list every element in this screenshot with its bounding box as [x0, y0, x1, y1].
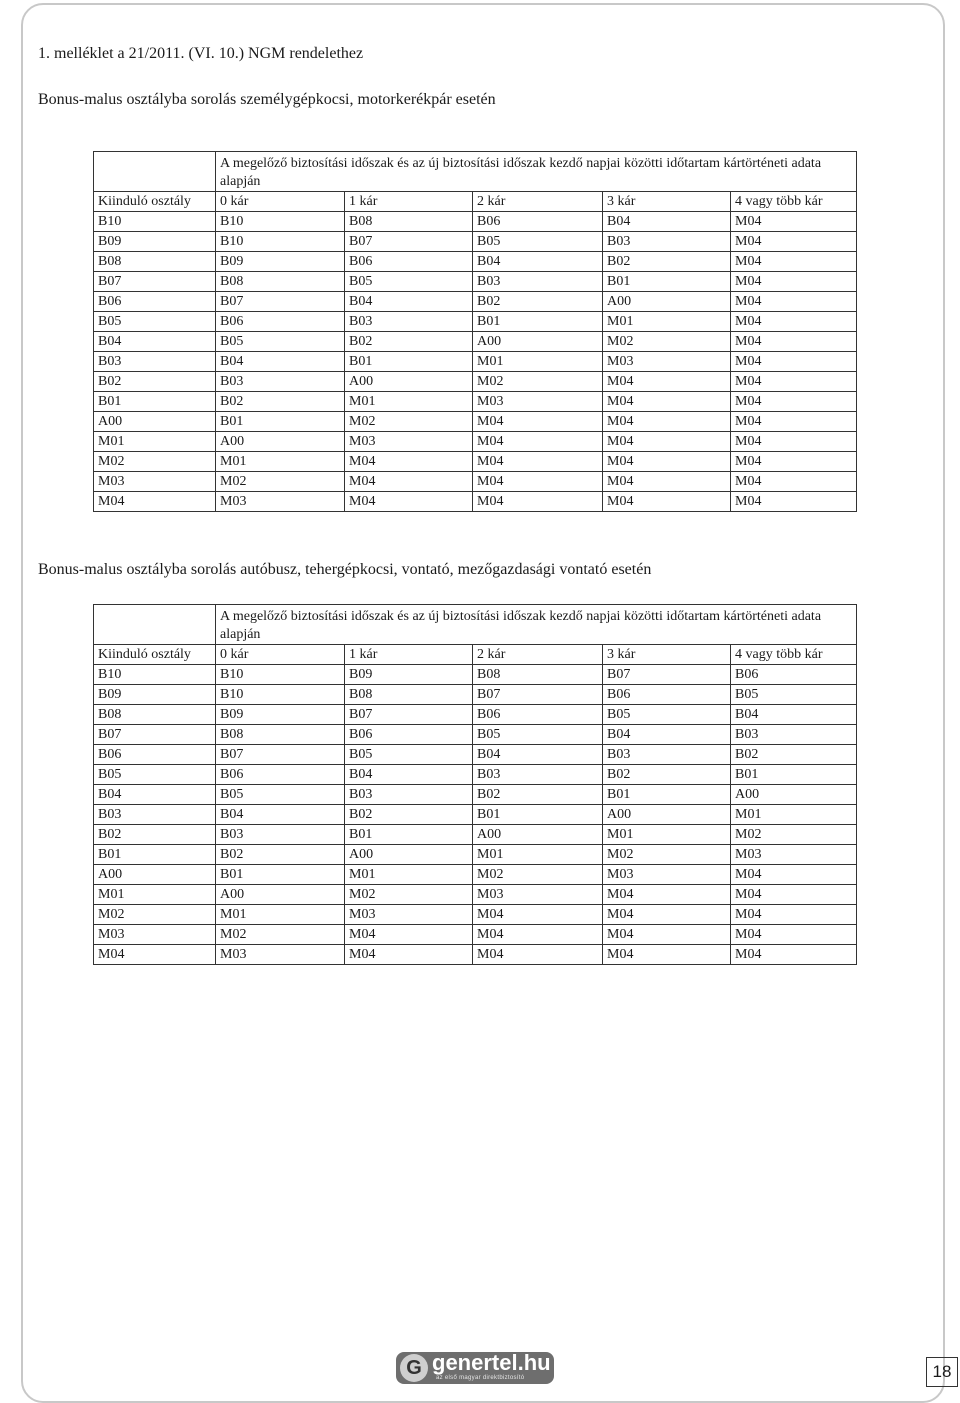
result-class-cell: B03 [216, 825, 345, 845]
result-class-cell: M04 [345, 452, 473, 472]
result-class-cell: M04 [731, 412, 857, 432]
start-class-cell: B07 [94, 725, 216, 745]
table-row [94, 705, 857, 725]
table-row [94, 432, 857, 452]
result-class-cell: M03 [603, 352, 731, 372]
start-class-cell: M03 [94, 925, 216, 945]
table-row [94, 372, 857, 392]
result-class-cell: B01 [216, 412, 345, 432]
table-row [94, 472, 857, 492]
result-class-cell: M04 [603, 452, 731, 472]
table-row [94, 312, 857, 332]
group-header-row [94, 605, 857, 645]
result-class-cell: M02 [216, 472, 345, 492]
result-class-cell: B05 [473, 725, 603, 745]
result-class-cell: M03 [216, 945, 345, 965]
result-class-cell: M04 [473, 492, 603, 512]
result-class-cell: M04 [603, 432, 731, 452]
table-row [94, 392, 857, 412]
result-class-cell: M04 [731, 905, 857, 925]
section-2-title: Bonus-malus osztályba sorolás autóbusz, tehergépkocsi, vontató, mezőgazdasági vontató esetén [38, 561, 652, 578]
result-class-cell: M02 [216, 925, 345, 945]
result-class-cell: B02 [473, 292, 603, 312]
result-class-cell: M04 [603, 925, 731, 945]
column-header: Kiinduló osztály [94, 192, 216, 212]
result-class-cell: M04 [603, 472, 731, 492]
column-header: 4 vagy több kár [731, 645, 857, 665]
start-class-cell: B09 [94, 232, 216, 252]
table-row [94, 865, 857, 885]
start-class-cell: M02 [94, 905, 216, 925]
column-header: 3 kár [603, 192, 731, 212]
result-class-cell: M04 [731, 885, 857, 905]
result-class-cell: B01 [473, 805, 603, 825]
result-class-cell: B07 [216, 745, 345, 765]
result-class-cell: M04 [473, 452, 603, 472]
column-header-row [94, 645, 857, 665]
result-class-cell: M01 [473, 352, 603, 372]
result-class-cell: M04 [731, 492, 857, 512]
table-row [94, 725, 857, 745]
start-class-cell: B01 [94, 392, 216, 412]
result-class-cell: M03 [473, 885, 603, 905]
result-class-cell: M02 [345, 885, 473, 905]
result-class-cell: B05 [216, 332, 345, 352]
result-class-cell: M01 [345, 392, 473, 412]
result-class-cell: B04 [216, 352, 345, 372]
start-class-cell: B07 [94, 272, 216, 292]
result-class-cell: B08 [345, 685, 473, 705]
result-class-cell: A00 [603, 805, 731, 825]
column-header: 1 kár [345, 645, 473, 665]
table-row [94, 212, 857, 232]
result-class-cell: B07 [603, 665, 731, 685]
result-class-cell: B03 [473, 765, 603, 785]
result-class-cell: B04 [603, 725, 731, 745]
table-row [94, 272, 857, 292]
result-class-cell: B03 [473, 272, 603, 292]
table-row [94, 232, 857, 252]
table-row [94, 825, 857, 845]
result-class-cell: B04 [603, 212, 731, 232]
result-class-cell: M04 [731, 292, 857, 312]
result-class-cell: M04 [731, 945, 857, 965]
start-class-cell: M01 [94, 432, 216, 452]
start-class-cell: B04 [94, 332, 216, 352]
logo-text: genertel.hu [432, 1350, 551, 1375]
result-class-cell: B04 [216, 805, 345, 825]
table-body [94, 605, 857, 965]
result-class-cell: M03 [345, 905, 473, 925]
result-class-cell: M02 [345, 412, 473, 432]
start-class-cell: M04 [94, 492, 216, 512]
result-class-cell: B01 [345, 352, 473, 372]
table-row [94, 785, 857, 805]
start-class-cell: B06 [94, 292, 216, 312]
section-1-title: Bonus-malus osztályba sorolás személygépkocsi, motorkerékpár esetén [38, 91, 496, 108]
result-class-cell: B01 [216, 865, 345, 885]
logo-emblem-icon: G [400, 1354, 428, 1382]
start-class-cell: A00 [94, 412, 216, 432]
result-class-cell: B09 [216, 252, 345, 272]
result-class-cell: B06 [216, 765, 345, 785]
result-class-cell: M02 [731, 825, 857, 845]
start-class-cell: B05 [94, 312, 216, 332]
result-class-cell: B03 [603, 232, 731, 252]
result-class-cell: M04 [473, 905, 603, 925]
start-class-cell: A00 [94, 865, 216, 885]
page-number: 18 [926, 1357, 958, 1387]
table-row [94, 885, 857, 905]
table-row [94, 845, 857, 865]
result-class-cell: B03 [731, 725, 857, 745]
result-class-cell: B09 [216, 705, 345, 725]
empty-header-cell [94, 152, 216, 192]
result-class-cell: M01 [603, 825, 731, 845]
result-class-cell: B03 [216, 372, 345, 392]
start-class-cell: M02 [94, 452, 216, 472]
result-class-cell: M01 [216, 452, 345, 472]
result-class-cell: M03 [603, 865, 731, 885]
column-header: 0 kár [216, 645, 345, 665]
start-class-cell: B02 [94, 372, 216, 392]
logo-tagline: az első magyar direktbiztosító [436, 1375, 525, 1381]
table-row [94, 492, 857, 512]
result-class-cell: M04 [731, 232, 857, 252]
start-class-cell: M03 [94, 472, 216, 492]
result-class-cell: A00 [731, 785, 857, 805]
result-class-cell: B05 [603, 705, 731, 725]
result-class-cell: M04 [603, 885, 731, 905]
result-class-cell: M03 [731, 845, 857, 865]
result-class-cell: B05 [473, 232, 603, 252]
result-class-cell: M04 [345, 492, 473, 512]
result-class-cell: B02 [345, 332, 473, 352]
result-class-cell: A00 [216, 432, 345, 452]
result-class-cell: B03 [345, 785, 473, 805]
result-class-cell: M01 [345, 865, 473, 885]
start-class-cell: M01 [94, 885, 216, 905]
start-class-cell: B03 [94, 805, 216, 825]
result-class-cell: B10 [216, 212, 345, 232]
result-class-cell: M04 [473, 432, 603, 452]
column-header-row [94, 192, 857, 212]
result-class-cell: B04 [731, 705, 857, 725]
start-class-cell: B01 [94, 845, 216, 865]
result-class-cell: B10 [216, 685, 345, 705]
column-header: 2 kár [473, 645, 603, 665]
result-class-cell: B03 [345, 312, 473, 332]
result-class-cell: B08 [216, 725, 345, 745]
table-row [94, 905, 857, 925]
result-class-cell: B06 [473, 705, 603, 725]
bonus-malus-table-passenger [93, 151, 857, 512]
result-class-cell: M04 [731, 392, 857, 412]
result-class-cell: B08 [216, 272, 345, 292]
table-row [94, 745, 857, 765]
column-header: 4 vagy több kár [731, 192, 857, 212]
result-class-cell: M04 [473, 412, 603, 432]
result-class-cell: M04 [731, 332, 857, 352]
result-class-cell: M04 [603, 392, 731, 412]
result-class-cell: M01 [603, 312, 731, 332]
result-class-cell: B02 [216, 845, 345, 865]
bonus-malus-table-commercial [93, 604, 857, 965]
table-row [94, 352, 857, 372]
result-class-cell: M04 [731, 352, 857, 372]
start-class-cell: B02 [94, 825, 216, 845]
result-class-cell: B08 [345, 212, 473, 232]
result-class-cell: B06 [603, 685, 731, 705]
result-class-cell: B01 [731, 765, 857, 785]
result-class-cell: M04 [345, 925, 473, 945]
result-class-cell: M02 [473, 865, 603, 885]
result-class-cell: M04 [603, 412, 731, 432]
result-class-cell: M04 [603, 372, 731, 392]
result-class-cell: M04 [345, 472, 473, 492]
result-class-cell: A00 [473, 825, 603, 845]
result-class-cell: A00 [345, 845, 473, 865]
result-class-cell: B04 [473, 252, 603, 272]
result-class-cell: M01 [216, 905, 345, 925]
result-class-cell: B02 [603, 765, 731, 785]
table-row [94, 925, 857, 945]
start-class-cell: B09 [94, 685, 216, 705]
start-class-cell: B10 [94, 212, 216, 232]
start-class-cell: B05 [94, 765, 216, 785]
result-class-cell: B06 [345, 252, 473, 272]
group-header-row [94, 152, 857, 192]
result-class-cell: M01 [731, 805, 857, 825]
start-class-cell: B08 [94, 252, 216, 272]
result-class-cell: B01 [473, 312, 603, 332]
result-class-cell: M02 [473, 372, 603, 392]
table-row [94, 452, 857, 472]
group-header: A megelőző biztosítási időszak és az új biztosítási időszak kezdő napjai közötti időtartam kártörténeti adata alapján [216, 152, 857, 192]
result-class-cell: M04 [603, 492, 731, 512]
start-class-cell: B04 [94, 785, 216, 805]
result-class-cell: M04 [731, 452, 857, 472]
result-class-cell: B04 [473, 745, 603, 765]
generali-logo [396, 1348, 556, 1388]
result-class-cell: B06 [731, 665, 857, 685]
column-header: 0 kár [216, 192, 345, 212]
table-row [94, 805, 857, 825]
result-class-cell: B05 [345, 745, 473, 765]
table-row [94, 665, 857, 685]
table-row [94, 332, 857, 352]
result-class-cell: B07 [473, 685, 603, 705]
result-class-cell: B01 [603, 272, 731, 292]
result-class-cell: B07 [345, 705, 473, 725]
result-class-cell: B05 [216, 785, 345, 805]
result-class-cell: M04 [731, 925, 857, 945]
column-header: 3 kár [603, 645, 731, 665]
column-header: 2 kár [473, 192, 603, 212]
result-class-cell: M01 [473, 845, 603, 865]
empty-header-cell [94, 605, 216, 645]
result-class-cell: B01 [345, 825, 473, 845]
result-class-cell: M04 [731, 865, 857, 885]
result-class-cell: M04 [731, 252, 857, 272]
annex-title: 1. melléklet a 21/2011. (VI. 10.) NGM rendelethez [38, 45, 364, 62]
result-class-cell: B02 [216, 392, 345, 412]
result-class-cell: B04 [345, 765, 473, 785]
result-class-cell: B05 [731, 685, 857, 705]
table-row [94, 945, 857, 965]
result-class-cell: M04 [603, 905, 731, 925]
result-class-cell: B06 [216, 312, 345, 332]
column-header: 1 kár [345, 192, 473, 212]
result-class-cell: M04 [473, 472, 603, 492]
table-row [94, 292, 857, 312]
result-class-cell: B07 [216, 292, 345, 312]
result-class-cell: M04 [345, 945, 473, 965]
result-class-cell: B02 [345, 805, 473, 825]
start-class-cell: B08 [94, 705, 216, 725]
table-row [94, 252, 857, 272]
result-class-cell: M03 [345, 432, 473, 452]
result-class-cell: A00 [216, 885, 345, 905]
result-class-cell: B02 [731, 745, 857, 765]
result-class-cell: B02 [603, 252, 731, 272]
result-class-cell: M03 [216, 492, 345, 512]
result-class-cell: B06 [473, 212, 603, 232]
result-class-cell: M03 [473, 392, 603, 412]
result-class-cell: M04 [473, 925, 603, 945]
result-class-cell: M04 [603, 945, 731, 965]
result-class-cell: B03 [603, 745, 731, 765]
result-class-cell: M04 [731, 272, 857, 292]
result-class-cell: M04 [731, 372, 857, 392]
result-class-cell: M04 [731, 312, 857, 332]
column-header: Kiinduló osztály [94, 645, 216, 665]
result-class-cell: M02 [603, 845, 731, 865]
result-class-cell: M04 [731, 212, 857, 232]
result-class-cell: B09 [345, 665, 473, 685]
table-row [94, 412, 857, 432]
result-class-cell: M04 [731, 432, 857, 452]
start-class-cell: B06 [94, 745, 216, 765]
table-row [94, 685, 857, 705]
result-class-cell: B02 [473, 785, 603, 805]
start-class-cell: M04 [94, 945, 216, 965]
result-class-cell: B07 [345, 232, 473, 252]
result-class-cell: B06 [345, 725, 473, 745]
result-class-cell: B10 [216, 232, 345, 252]
result-class-cell: B10 [216, 665, 345, 685]
result-class-cell: B01 [603, 785, 731, 805]
result-class-cell: A00 [473, 332, 603, 352]
result-class-cell: B04 [345, 292, 473, 312]
start-class-cell: B03 [94, 352, 216, 372]
result-class-cell: M04 [473, 945, 603, 965]
start-class-cell: B10 [94, 665, 216, 685]
result-class-cell: M04 [731, 472, 857, 492]
group-header: A megelőző biztosítási időszak és az új biztosítási időszak kezdő napjai közötti időtartam kártörténeti adata alapján [216, 605, 857, 645]
table-row [94, 765, 857, 785]
result-class-cell: A00 [603, 292, 731, 312]
result-class-cell: M02 [603, 332, 731, 352]
result-class-cell: B05 [345, 272, 473, 292]
table-body [94, 152, 857, 512]
result-class-cell: A00 [345, 372, 473, 392]
result-class-cell: B08 [473, 665, 603, 685]
